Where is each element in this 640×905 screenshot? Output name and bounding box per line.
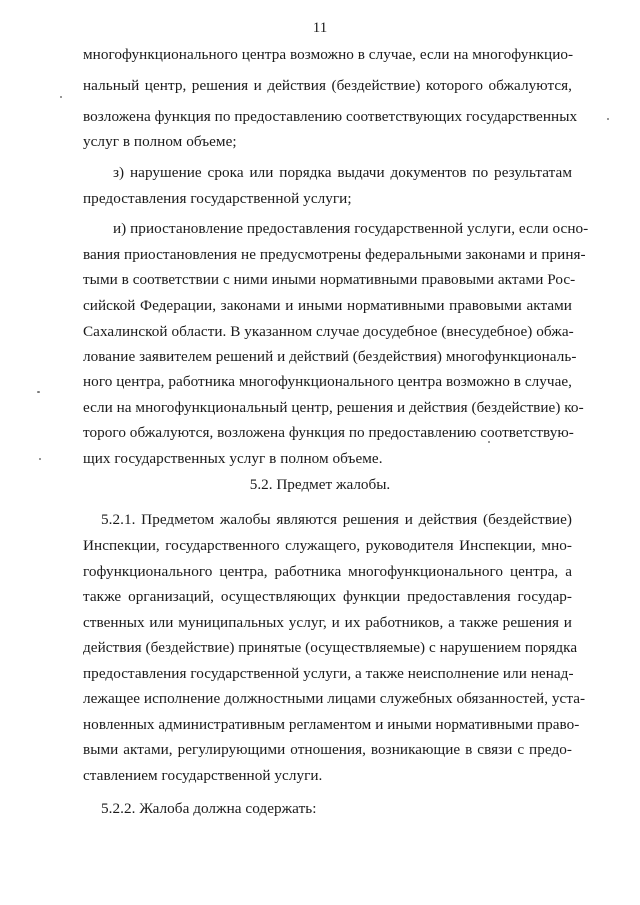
text-line: ного центра, работника многофункционального центра возможно в случае, xyxy=(83,373,572,390)
text-line: Сахалинской области. В указанном случае досудебное (внесудебное) обжа- xyxy=(83,323,574,340)
text-line: также организаций, осуществляющих функции предоставления государ- xyxy=(83,588,572,605)
section-heading: 5.2. Предмет жалобы. xyxy=(249,476,391,493)
text-line: лование заявителем решений и действий (бездействия) многофункциональ- xyxy=(83,348,577,365)
text-line: лежащее исполнение должностными лицами служебных обязанностей, уста- xyxy=(83,690,586,707)
page-number: 11 xyxy=(312,20,328,36)
text-line: предоставления государственной услуги, а также неисполнение или ненад- xyxy=(83,665,574,682)
text-line: 5.2.1. Предметом жалобы являются решения и действия (бездействие) xyxy=(101,511,572,528)
text-line: если на многофункциональный центр, решения и действия (бездействие) ко- xyxy=(83,399,584,416)
text-line: ственных или муниципальных услуг, и их работников, а также решения и xyxy=(83,614,572,631)
text-line: щих государственных услуг в полном объеме. xyxy=(83,450,383,467)
text-line: новленных административным регламентом и иными нормативными право- xyxy=(83,716,580,733)
text-line: нальный центр, решения и действия (бездействие) которого обжалуются, xyxy=(83,77,572,94)
text-line: действия (бездействие) принятые (осуществляемые) с нарушением порядка xyxy=(83,639,578,656)
scan-speck xyxy=(39,458,41,460)
text-line: многофункционального центра возможно в случае, если на многофункцио- xyxy=(83,46,574,63)
text-line: Инспекции, государственного служащего, руководителя Инспекции, мно- xyxy=(83,537,572,554)
text-line: предоставления государственной услуги; xyxy=(83,190,352,207)
text-line: тыми в соответствии с ними иными нормативными правовыми актами Рос- xyxy=(83,271,576,288)
scan-speck xyxy=(607,118,609,120)
text-line: з) нарушение срока или порядка выдачи документов по результатам xyxy=(113,164,572,181)
text-line: выми актами, регулирующими отношения, возникающие в связи с предо- xyxy=(83,741,572,758)
text-line: услуг в полном объеме; xyxy=(83,133,237,150)
text-line: торого обжалуются, возложена функция по предоставлению соответствую- xyxy=(83,424,574,441)
text-line: сийской Федерации, законами и иными нормативными правовыми актами xyxy=(83,297,572,314)
scan-speck xyxy=(488,441,490,443)
text-line: возложена функция по предоставлению соответствующих государственных xyxy=(83,108,578,125)
text-line: вания приостановления не предусмотрены федеральными законами и приня- xyxy=(83,246,586,263)
text-line: гофункционального центра, работника многофункционального центра, а xyxy=(83,563,572,580)
scan-speck xyxy=(37,391,40,393)
text-line: 5.2.2. Жалоба должна содержать: xyxy=(101,800,317,817)
text-line: и) приостановление предоставления государственной услуги, если осно- xyxy=(113,220,589,237)
scan-speck xyxy=(60,96,62,98)
text-line: ставлением государственной услуги. xyxy=(83,767,323,784)
